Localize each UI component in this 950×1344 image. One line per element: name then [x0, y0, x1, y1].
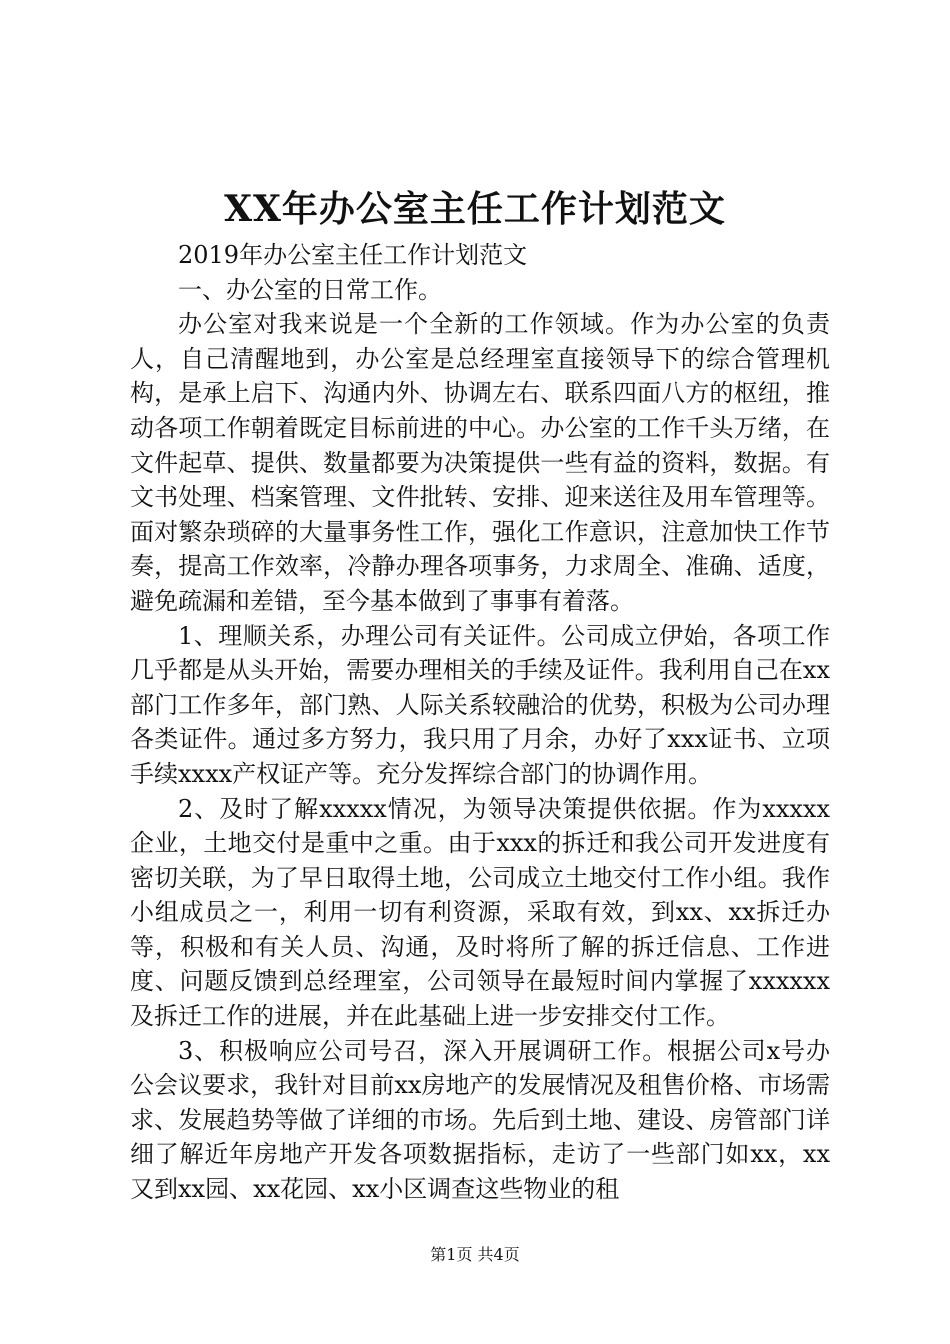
paragraph-intro: 办公室对我来说是一个全新的工作领域。作为办公室的负责人，自己清醒地到，办公室是总经理室直接领导下的综合管理机构，是承上启下、沟通内外、协调左右、联系四面八方的枢纽，推动各项工作朝着既定目标前进的中心。办公室的工作千头万绪，在文件起草、提供、数量都要为决策提供一些有益的资料，数据。有文书处理、档案管理、文件批转、安排、迎来送往及用车管理等。面对繁杂琐碎的大量事务性工作，强化工作意识，注意加快工作节奏，提高工作效率，冷静办理各项事务，力求周全、准确、适度，避免疏漏和差错，至今基本做到了事事有着落。 [130, 310, 830, 615]
document-body [130, 238, 830, 1207]
document-title: XX年办公室主任工作计划范文 [224, 188, 726, 230]
page-number-footer: 第1页 共4页 [430, 1245, 520, 1264]
paragraph-subtitle: 2019年办公室主任工作计划范文 [178, 241, 528, 269]
paragraph-item-2: 2、及时了解xxxxx情况，为领导决策提供依据。作为xxxxx企业，土地交付是重中之重。由于xxx的拆迁和我公司开发进度有密切关联，为了早日取得土地，公司成立土地交付工作小组。我作小组成员之一，利用一切有利资源，采取有效，到xx、xx拆迁办等，积极和有关人员、沟通，及时将所了解的拆迁信息、工作进度、问题反馈到总经理室，公司领导在最短时间内掌握了xxxxxx及拆迁工作的进展，并在此基础上进一步安排交付工作。 [130, 794, 830, 1031]
paragraph-section-heading: 一、办公室的日常工作。 [178, 275, 442, 304]
paragraph-item-1: 1、理顺关系，办理公司有关证件。公司成立伊始，各项工作几乎都是从头开始，需要办理相关的手续及证件。我利用自己在xx部门工作多年，部门熟、人际关系较融洽的优势，积极为公司办理各类证件。通过多方努力，我只用了月余，办好了xxx证书、立项手续xxxx产权证产等。充分发挥综合部门的协调作用。 [130, 621, 830, 788]
paragraph-item-3: 3、积极响应公司号召，深入开展调研工作。根据公司x号办公会议要求，我针对目前xx房地产的发展情况及租售价格、市场需求、发展趋势等做了详细的市场。先后到土地、建设、房管部门详细了解近年房地产开发各项数据指标，走访了一些部门如xx，xx又到xx园、xx花园、xx小区调查这些物业的租 [130, 1036, 830, 1204]
